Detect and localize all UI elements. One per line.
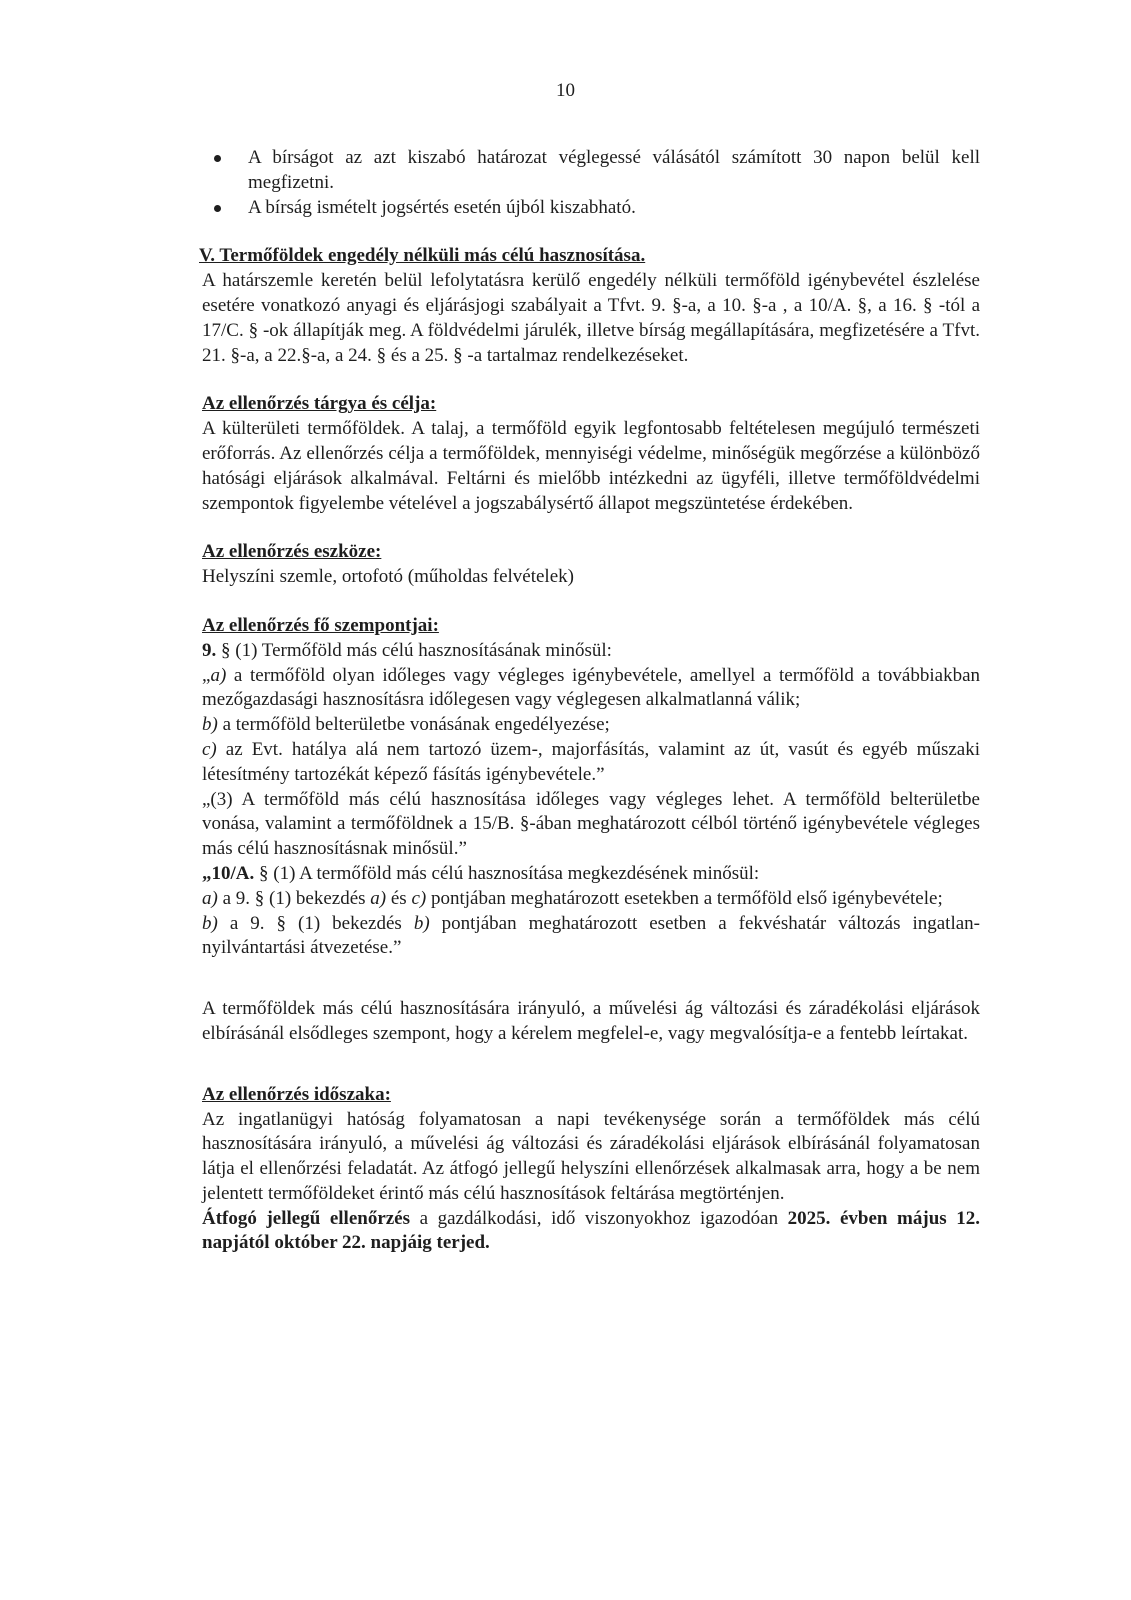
point-label: b) [202,714,218,736]
bullet-text: A bírságot az azt kiszabó határozat véglegessé válásától számított 30 napon belül kell megfizetni. [248,147,980,193]
point-label: c) [202,738,217,760]
quote-mark: „ [202,664,211,686]
law-paragraph-10a [202,862,980,887]
list-item [202,146,980,196]
law-point-c [202,738,980,788]
period-final-paragraph [202,1207,980,1257]
tool-paragraph: Helyszíni szemle, ortofotó (műholdas felvételek) [202,566,574,588]
law-number: 9. [202,639,217,661]
section-paragraph: A határszemle keretén belül lefolytatásra kerülő engedély nélküli termőföld igénybevétel észlelése esetére vonatkozó anyagi és eljárásjogi szabályait a Tfvt. 9. §-a, a 10. §-a , a 10/A. §, a 16. § -tól a 17/C. § -ok állapítják meg. A földvédelmi járulék, illetve bírság megállapítására, megfizetésére a Tfvt. 21. §-a, a 22.§-a, a 24. § és a 25. § -a tartalmaz rendelkezéseket. [202,270,980,366]
point-label: a) [210,664,227,686]
point-ref: c) [411,887,427,909]
period-paragraph: Az ingatlanügyi hatóság folyamatosan a napi tevékenysége során a termőföldek más célú hasznosítására irányuló, a művelési ág változási és záradékolási eljárások elbírásánál folyamatosan látja el ellenőrzési feladatát. Az átfogó jellegű helyszíni ellenőrzések alkalmasak arra, hogy a be nem jelentett termőföldeket érintő más célú hasznosítások feltárása megtörténjen. [202,1108,980,1204]
bullet-text: A bírság ismételt jogsértés esetén újból kiszabható. [248,196,636,218]
subject-heading: Az ellenőrzés tárgya és célja: [202,393,437,415]
law-text: § (1) Termőföld más célú hasznosításának minősül: [216,639,612,661]
point-ref: b) [413,912,430,934]
point-text: a 9. § (1) bekezdés [217,887,371,909]
point-label: a) [202,887,218,909]
closing-paragraph: A termőföldek más célú hasznosítására irányuló, a művelési ág változási és záradékolási eljárások elbírásánál elsődleges szempont, hogy a kérelem megfelel-e, vagy megvalósítja-e a fentebb leírtakat. [202,998,980,1044]
bullet-icon [214,155,221,162]
point-text: pontjában meghatározott esetben a fekvéshatár változás ingatlan-nyilvántartási átvezetése.” [202,912,980,959]
bullet-icon [214,205,221,212]
law-paragraph-9 [202,639,980,664]
point-text: és [386,887,412,909]
bullet-list [202,146,980,220]
period-heading: Az ellenőrzés időszaka: [202,1083,391,1105]
subject-paragraph: A külterületi termőföldek. A talaj, a termőföld egyik legfontosabb feltételesen megújuló természeti erőforrás. Az ellenőrzés célja a termőföldek, mennyiségi védelme, minőségük megőrzése a különböző hatósági eljárások alkalmával. Feltárni és mielőbb intézkedni az ügyféli, illetve termőföldvédelmi szempontok figyelembe vételével a jogszabálysértő állapot megszüntetése érdekében. [202,418,980,514]
point-ref: a) [370,887,387,909]
point-label: b) [202,912,218,934]
bold-text: 2025. évben május 12. napjától október 22. napjáig terjed. [202,1207,980,1254]
law-text: § (1) A termőföld más célú hasznosítása megkezdésének minősül: [254,862,760,884]
plain-text: a gazdálkodási, idő viszonyokhoz igazodóan [410,1207,788,1229]
law-number: „10/A. [202,862,255,884]
bold-text: Átfogó jellegű ellenőrzés [202,1207,411,1229]
page-number: 10 [556,80,575,101]
law-point-a2 [202,887,980,912]
point-text: a termőföld olyan időleges vagy végleges igénybevétele, amellyel a termőföld a továbbiakban mezőgazdasági hasznosításra időlegesen vagy véglegesen alkalmatlanná válik; [202,664,980,711]
law-point-b2 [202,912,980,962]
law-point-b [202,713,980,738]
tool-heading: Az ellenőrzés eszköze: [202,541,382,563]
point-text: az Evt. hatálya alá nem tartozó üzem-, majorfásítás, valamint az út, vasút és egyéb műszaki létesítmény tartozékát képező fásítás igénybevétele.” [202,738,980,785]
law-paragraph-3: „(3) A termőföld más célú hasznosítása időleges vagy végleges lehet. A termőföld belterületbe vonása, valamint a termőföldnek a 15/B. §-ában meghatározott célból történő igénybevétele végleges más célú hasznosításnak minősül.” [202,788,980,860]
point-text: a termőföld belterületbe vonásának engedélyezése; [217,714,610,736]
section-heading: V. Termőföldek engedély nélküli más célú hasznosítása. [199,245,646,267]
list-item [202,196,980,221]
point-text: pontjában meghatározott esetekben a termőföld első igénybevétele; [426,887,943,909]
law-point-a [202,664,980,714]
aspects-heading: Az ellenőrzés fő szempontjai: [202,614,439,636]
document-body [199,146,980,1256]
point-text: a 9. § (1) bekezdés [217,912,414,934]
